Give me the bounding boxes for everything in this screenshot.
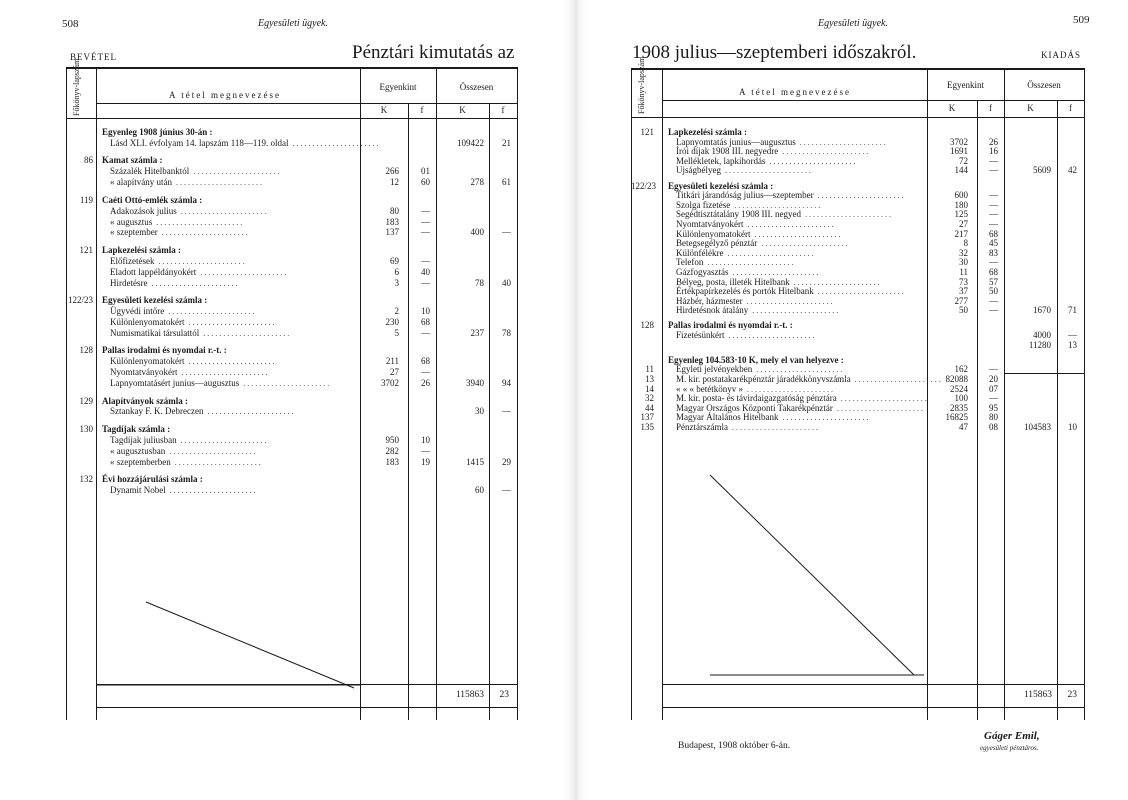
leader-dots: ......................: [730, 200, 823, 210]
amount-f: —: [421, 327, 430, 338]
line-item-label: « szeptember ......................: [110, 227, 250, 238]
line-item-label: Egyleti jelvényekben ......................: [676, 364, 845, 375]
total-f: —: [502, 227, 511, 238]
place-date: Budapest, 1908 október 6-án.: [678, 741, 791, 751]
leader-dots: ......................: [189, 167, 282, 177]
right-top-rule: [631, 68, 1085, 70]
total-k: 3940: [466, 378, 484, 388]
amount-k: 180: [954, 199, 968, 210]
amount-k: 11: [959, 266, 968, 277]
right-page-number: 509: [1073, 14, 1090, 26]
amount-k: 30: [959, 257, 968, 268]
total-f: 78: [502, 327, 511, 338]
account-heading: Alapítványok számla :: [102, 395, 189, 406]
amount-f: 57: [989, 276, 998, 287]
line-item-label: « augusztus ......................: [110, 216, 245, 227]
line-item-label: « alapítvány után ......................: [110, 177, 264, 188]
amount-k: 217: [954, 228, 968, 239]
total-f: 61: [502, 177, 511, 188]
line-item-label: Értékpapírkezelés és portók Hitelbank ......................: [676, 286, 906, 297]
amount-f: —: [421, 205, 430, 216]
amount-f: —: [421, 367, 430, 378]
amount-f: —: [989, 257, 998, 268]
line-item-label: « szeptemberben ......................: [110, 456, 263, 467]
leader-dots: ......................: [723, 248, 816, 258]
amount-k: 27: [959, 218, 968, 229]
total-f: 13: [1068, 339, 1077, 350]
amount-f: 50: [989, 286, 998, 297]
total-f: 94: [502, 378, 511, 388]
leader-dots: ......................: [724, 331, 817, 340]
right-ledger-header: Főkönyv-lapszám: [637, 56, 646, 114]
amount-k: 6: [394, 266, 399, 277]
left-side-label: BEVÉTEL: [70, 52, 117, 62]
line-item-label: Magyar Általános Hitelbank ......................: [676, 412, 871, 423]
amount-f: 60: [421, 177, 430, 188]
total-k: 104583: [1024, 421, 1051, 432]
line-item-label: Különfélékre ......................: [676, 247, 816, 258]
total-k: 78: [475, 277, 484, 288]
leader-dots: ......................: [721, 166, 813, 176]
ledger-number: 128: [640, 320, 654, 331]
amount-k: 277: [954, 295, 968, 306]
amount-k: 125: [954, 209, 968, 220]
amount-f: —: [989, 218, 998, 229]
amount-f: 26: [421, 378, 430, 388]
amount-k: 282: [385, 445, 399, 456]
right-ok-header: K: [1027, 103, 1034, 113]
right-subtotal-rule: [1004, 373, 1084, 374]
amount-k: 80: [390, 205, 399, 216]
line-item-label: Segédtisztátalány 1908 III. negyed ......................: [676, 209, 893, 220]
amount-f: —: [989, 393, 998, 404]
account-heading: Kamat számla :: [102, 155, 163, 166]
account-heading: Egyesületi kezelési számla :: [668, 180, 774, 191]
line-item-label: Hirdetésnok átalány ......................: [676, 305, 841, 316]
ledger-number: 32: [645, 393, 654, 404]
ledger-number: 130: [79, 423, 93, 434]
total-f: 40: [502, 277, 511, 288]
line-item-label: Sztankay F. K. Debreczen ......................: [110, 406, 296, 417]
amount-k: 8: [963, 238, 968, 249]
amount-k: 950: [385, 434, 399, 445]
total-f: —: [502, 406, 511, 417]
amount-f: 68: [989, 228, 998, 239]
leader-dots: ......................: [752, 365, 845, 375]
leader-dots: ......................: [813, 287, 906, 297]
amount-k: 183: [385, 456, 399, 467]
amount-f: —: [989, 190, 998, 201]
leader-dots: ......................: [778, 413, 871, 423]
amount-f: 40: [421, 266, 430, 277]
account-heading: Caéti Ottó-emlék számla :: [102, 194, 203, 205]
ledger-number: 119: [79, 194, 93, 205]
amount-f: 68: [421, 316, 430, 327]
amount-k: 82088: [945, 373, 968, 384]
amount-f: —: [421, 216, 430, 227]
right-of-header: f: [1069, 103, 1072, 113]
total-f: 71: [1068, 305, 1077, 316]
line-item-label: Lásd XLI. évfolyam 14. lapszám 118—119. oldal ......................: [110, 137, 381, 148]
amount-f: —: [989, 364, 998, 375]
ledger-number: 129: [79, 395, 93, 406]
title-left: Pénztári kimutatás az: [352, 42, 515, 63]
leader-dots: ......................: [196, 267, 289, 277]
right-side-label: KIADÁS: [1041, 50, 1082, 60]
leader-dots: ......................: [750, 229, 843, 239]
leader-dots: ......................: [748, 306, 841, 316]
account-heading: Pallas irodalmi és nyomdai r.-t. :: [668, 320, 793, 331]
amount-k: 162: [954, 364, 968, 375]
amount-k: 3702: [950, 136, 968, 147]
right-item-header: A tétel megnevezése: [739, 87, 851, 97]
amount-f: 80: [989, 412, 998, 423]
account-heading: Pallas irodalmi és nyomdai r.-t. :: [102, 345, 227, 356]
amount-f: 68: [989, 266, 998, 277]
total-f: —: [502, 485, 511, 495]
amount-k: 137: [385, 227, 399, 238]
amount-f: 95: [989, 402, 998, 413]
amount-f: 10: [421, 306, 430, 316]
total-f: 10: [1068, 421, 1077, 432]
leader-dots: ......................: [288, 138, 381, 148]
leader-dots: ......................: [800, 210, 893, 220]
title-right: 1908 julius—szeptemberi időszakról.: [632, 42, 917, 63]
total-k: 278: [470, 177, 484, 188]
total-k: 237: [470, 327, 484, 338]
left-total-header: Összesen: [459, 82, 494, 92]
ledger-number: 137: [640, 412, 654, 423]
leader-dots: ......................: [239, 379, 332, 388]
leader-dots: ......................: [165, 446, 258, 456]
line-item-label: Különlenyomatokért ......................: [110, 356, 277, 367]
leader-dots: ......................: [164, 307, 257, 316]
ledger-number: 14: [645, 383, 654, 394]
leader-dots: ......................: [765, 156, 858, 166]
line-item-label: Lapnyomtatás junius—augusztus ......................: [676, 136, 888, 147]
total-f: 21: [502, 137, 511, 148]
account-heading: Lapkezelési számla :: [668, 127, 747, 137]
left-ledger-header: Főkönyv-lapszám: [72, 58, 81, 116]
ledger-number: 122/23: [67, 295, 93, 306]
amount-k: 2: [394, 306, 399, 316]
leader-dots: ......................: [184, 357, 277, 367]
line-item-label: Pénztárszámla ......................: [676, 421, 820, 432]
amount-f: —: [989, 165, 998, 176]
amount-f: —: [989, 295, 998, 306]
signature-title: egyesületi pénztáros.: [980, 744, 1039, 752]
leader-dots: ......................: [703, 258, 796, 268]
amount-f: —: [989, 199, 998, 210]
line-item-label: Hirdetésre ......................: [110, 277, 240, 288]
amount-f: 20: [989, 373, 998, 384]
total-k: 1670: [1033, 305, 1051, 316]
total-f: 42: [1068, 165, 1077, 176]
ledger-number: 128: [79, 345, 93, 356]
amount-f: 07: [989, 383, 998, 394]
leader-dots: ......................: [728, 267, 821, 277]
left-running-head: Egyesületi ügyek.: [258, 18, 328, 29]
amount-f: 45: [989, 238, 998, 249]
right-individual-header: Egyenkint: [947, 80, 984, 90]
amount-f: —: [421, 445, 430, 456]
line-item-label: M. kir. postatakarékpénztár járadékkönyvszámla ......................: [676, 373, 943, 384]
amount-f: 01: [421, 166, 430, 177]
ledger-number: 122/23: [631, 180, 657, 191]
account-heading: Egyenleg 1908 június 30-án :: [102, 127, 213, 137]
line-item-label: Adakozások julius ......................: [110, 205, 269, 216]
ledger-number: 121: [640, 127, 654, 137]
amount-f: —: [421, 227, 430, 238]
line-item-label: Titkári járandóság julius—szeptember ......................: [676, 190, 906, 201]
account-heading: Tagdíjak számla :: [102, 423, 171, 434]
amount-f: —: [989, 155, 998, 166]
amount-k: 32: [959, 247, 968, 258]
line-item-label: Százalék Hitelbanktól ......................: [110, 166, 282, 177]
line-item-label: « augusztusban ......................: [110, 445, 258, 456]
total-f: —: [1068, 330, 1077, 340]
leader-dots: ......................: [743, 384, 835, 394]
amount-f: —: [421, 255, 430, 266]
amount-f: 68: [421, 356, 430, 367]
line-item-label: Lapnyomtatásért junius—augusztus ......................: [110, 378, 332, 388]
amount-k: 27: [390, 367, 399, 378]
amount-k: 2835: [950, 402, 968, 413]
leader-dots: ......................: [778, 147, 871, 157]
left-total-f: 23: [499, 690, 509, 700]
line-item-label: Magyar Országos Központi Takarékpénztár ......................: [676, 402, 925, 413]
amount-f: 10: [421, 434, 430, 445]
total-k: 5609: [1033, 165, 1051, 176]
amount-k: 69: [390, 255, 399, 266]
leader-dots: ......................: [850, 374, 943, 384]
leader-dots: ......................: [743, 219, 836, 229]
leader-dots: ......................: [176, 206, 269, 216]
leader-dots: ......................: [147, 278, 240, 288]
line-item-label: Bélyeg, posta, illeték Hitelbank ......................: [676, 276, 882, 287]
ledger-number: 132: [79, 474, 93, 485]
amount-f: 26: [989, 136, 998, 147]
amount-k: 211: [385, 356, 399, 367]
leader-dots: ......................: [199, 328, 292, 338]
amount-k: 230: [385, 316, 399, 327]
amount-k: 47: [959, 421, 968, 432]
ledger-number: 121: [79, 244, 93, 255]
line-item-label: Szolga fizetése ......................: [676, 199, 823, 210]
ledger-number: 86: [84, 155, 93, 166]
line-item-label: Tagdíjak juliusban ......................: [110, 434, 269, 445]
right-header-rule-1: [662, 100, 1085, 101]
total-k: 400: [470, 227, 484, 238]
line-item-label: Ujságbélyeg ......................: [676, 165, 813, 176]
amount-f: —: [421, 277, 430, 288]
account-heading: Egyenleg 104.583·10 K, mely el van helyezve :: [668, 354, 844, 365]
line-item-label: Betegsegélyző pénztár ......................: [676, 238, 850, 249]
leader-dots: ......................: [836, 394, 929, 404]
total-f: 29: [502, 456, 511, 467]
ledger-number: 135: [640, 421, 654, 432]
total-k: 60: [475, 485, 484, 495]
amount-k: 5: [394, 327, 399, 338]
leader-dots: ......................: [157, 228, 250, 238]
total-k: 11280: [1028, 339, 1051, 350]
leader-dots: ......................: [184, 317, 277, 327]
line-item-label: Fizetésünkért ......................: [676, 330, 817, 340]
amount-k: 183: [385, 216, 399, 227]
amount-k: 1691: [950, 146, 968, 157]
leader-dots: ......................: [165, 486, 258, 495]
account-heading: Évi hozzájárulási számla :: [102, 474, 203, 485]
line-item-label: Telefon ......................: [676, 257, 796, 268]
right-total-rule-bottom: [662, 707, 1085, 708]
amount-f: 19: [421, 456, 430, 467]
left-individual-header: Egyenkint: [379, 82, 417, 92]
ledger-number: 44: [645, 402, 654, 413]
right-header-rule-2: [631, 117, 1085, 118]
total-k: 4000: [1033, 330, 1051, 340]
left-page-number: 508: [62, 18, 79, 30]
line-item-label: Házbér, házmester ......................: [676, 295, 835, 306]
left-ef-header: f: [420, 105, 424, 115]
line-item-label: Ügyvédi intőre ......................: [110, 306, 257, 316]
right-total-f: 23: [1067, 690, 1077, 700]
total-k: 109422: [457, 137, 484, 148]
line-item-label: Előfizetések ......................: [110, 255, 247, 266]
line-item-label: Különlenyomatokért ......................: [110, 316, 277, 327]
leader-dots: ......................: [742, 296, 835, 306]
amount-k: 12: [390, 177, 399, 188]
leader-dots: ......................: [152, 217, 245, 227]
signature-name: Gáger Emil,: [984, 730, 1040, 742]
amount-k: 600: [954, 190, 968, 201]
leader-dots: ......................: [177, 368, 270, 378]
leader-dots: ......................: [176, 435, 269, 445]
line-item-label: Dynamit Nobel ......................: [110, 485, 258, 495]
right-fill-stroke: [662, 470, 932, 690]
line-item-label: Különlenyomatokért ......................: [676, 228, 843, 239]
amount-k: 266: [385, 166, 399, 177]
amount-k: 50: [959, 305, 968, 316]
amount-k: 72: [959, 155, 968, 166]
ledger-number: 11: [645, 364, 654, 375]
leader-dots: ......................: [170, 457, 263, 467]
line-item-label: Írói díjak 1908 III. negyedre ......................: [676, 146, 871, 157]
right-of-divider: [1057, 100, 1058, 720]
line-item-label: Nyomtatványokért ......................: [676, 218, 836, 229]
line-item-label: Numismatikai társulattól ......................: [110, 327, 292, 338]
total-k: 1415: [466, 456, 484, 467]
right-total-k: 115863: [1023, 690, 1052, 700]
line-item-label: Nyomtatványokért ......................: [110, 367, 270, 378]
leader-dots: ......................: [154, 256, 247, 266]
right-ef-header: f: [989, 103, 992, 113]
right-total-header: Összesen: [1027, 80, 1061, 90]
leader-dots: ......................: [813, 191, 906, 201]
line-item-label: M. kir. posta- és távirdaigazgatóság pénztára ......................: [676, 393, 929, 404]
amount-k: 3: [394, 277, 399, 288]
amount-k: 2524: [950, 383, 968, 394]
ledger-number: 13: [645, 373, 654, 384]
amount-k: 16825: [945, 412, 968, 423]
right-right-frame: [1084, 68, 1085, 720]
amount-k: 37: [959, 286, 968, 297]
left-ek-header: K: [380, 105, 388, 115]
line-item-label: « « « betétkönyv » ......................: [676, 383, 835, 394]
amount-k: 73: [959, 276, 968, 287]
leader-dots: ......................: [757, 239, 850, 249]
total-k: 30: [475, 406, 484, 417]
leader-dots: ......................: [171, 178, 264, 188]
amount-k: 3702: [381, 378, 399, 388]
line-item-label: Mellékletek, lapkihordás ......................: [676, 155, 858, 166]
leader-dots: ......................: [789, 277, 882, 287]
leader-dots: ......................: [832, 403, 925, 413]
leader-dots: ......................: [203, 407, 296, 417]
leader-dots: ......................: [795, 137, 888, 147]
line-item-label: Eladott lappéldányokért ......................: [110, 266, 289, 277]
left-item-header: A tétel megnevezése: [169, 90, 281, 100]
amount-f: —: [989, 305, 998, 316]
left-total-k: 115863: [455, 690, 484, 700]
leader-dots: ......................: [727, 422, 820, 432]
amount-f: —: [989, 209, 998, 220]
left-ok-header: K: [459, 105, 466, 115]
amount-f: 08: [989, 421, 998, 432]
line-item-label: Gázfogyasztás ......................: [676, 266, 821, 277]
amount-f: 83: [989, 247, 998, 258]
left-of-header: f: [501, 105, 505, 115]
account-heading: Egyesületi kezelési számla :: [102, 295, 208, 306]
right-running-head: Egyesületi ügyek.: [818, 18, 888, 29]
right-ek-header: K: [948, 103, 956, 113]
account-heading: Lapkezelési számla :: [102, 244, 181, 255]
amount-k: 100: [954, 393, 968, 404]
amount-k: 144: [954, 165, 968, 176]
amount-f: 16: [989, 146, 998, 157]
